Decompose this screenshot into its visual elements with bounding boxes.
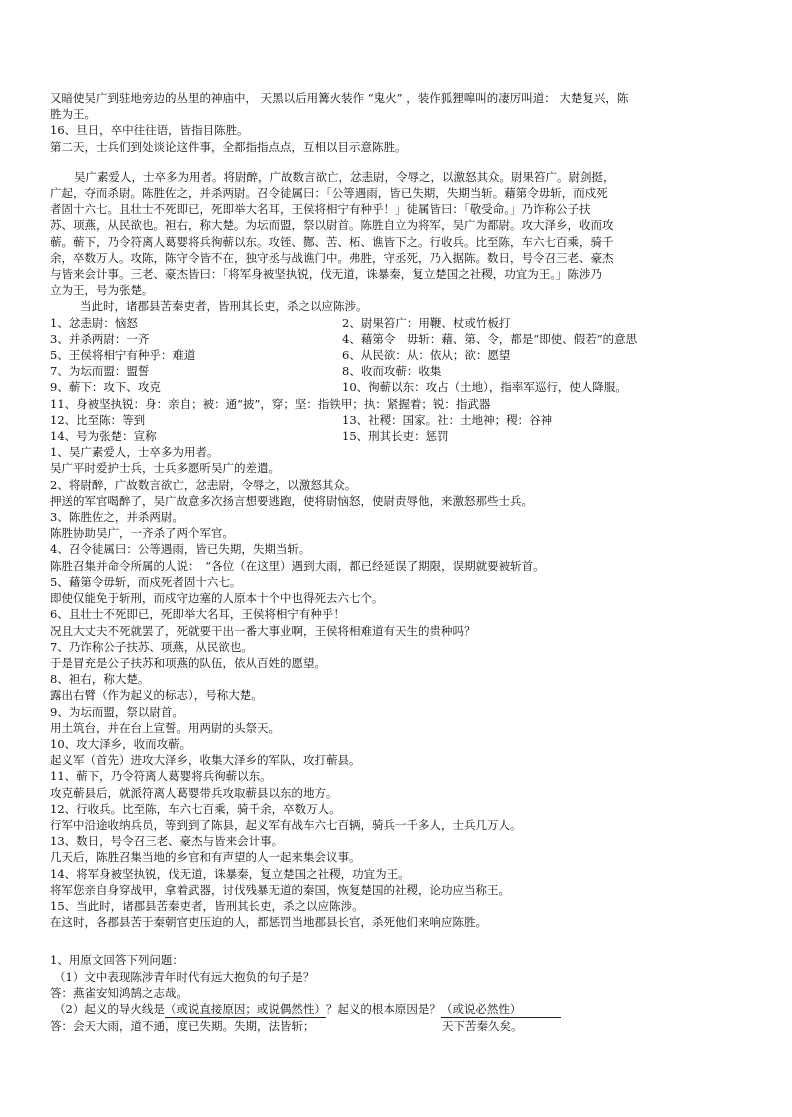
translation-sentence: 吴广平时爱护士兵，士兵多愿听吴广的差遣。 <box>50 461 280 476</box>
passage-end-line: 当此时，诸郡县苦秦吏者，皆刑其长吏，杀之以应陈涉。 <box>80 299 368 314</box>
source-sentence: 1、吴广素爱人，士卒多为用者。 <box>50 445 219 460</box>
translation-sentence: 用土筑台，并在台上宣誓。用两尉的头祭天。 <box>50 720 280 735</box>
passage-section <box>50 169 750 315</box>
answer-2 <box>50 1018 750 1034</box>
passage-line: 吴广素爱人，士卒多为用者。将尉醉，广故数言欲亡，忿恚尉，令辱之，以激怒其众。尉果笞广。尉剑挺， <box>74 169 615 184</box>
source-sentence: 3、陈胜佐之，并杀两尉。 <box>50 510 184 525</box>
intro-line: 16、旦日，卒中往往语，皆指目陈胜。 <box>50 123 249 138</box>
glossary-item: 7、为坛而盟：盟誓 <box>50 364 150 379</box>
passage-line: 立为王，号为张楚。 <box>50 283 154 298</box>
questions-section <box>50 952 750 1034</box>
glossary-item: 9、蕲下：攻下、攻克 <box>50 380 161 395</box>
source-sentence: 11、蕲下，乃令符离人葛婴将兵徇蕲以东。 <box>50 769 272 784</box>
translation-sentence: 起义军（首先）进攻大泽乡，收集大泽乡的军队，攻打蕲县。 <box>50 753 361 768</box>
glossary-row <box>50 379 750 395</box>
translation-section <box>50 444 750 930</box>
question-1: （1）文中表现陈涉青年时代有远大抱负的句子是？ <box>54 969 315 984</box>
source-sentence: 12、行收兵。比至陈，车六七百乘，骑千余，卒数万人。 <box>50 801 341 816</box>
glossary-row <box>50 331 750 347</box>
source-sentence: 15、当此时，诸郡县苦秦吏者，皆刑其长吏，杀之以应陈涉。 <box>50 898 364 913</box>
glossary-item: 13、社稷：国家。社：土地神；稷：谷神 <box>342 412 553 427</box>
glossary-item: 3、并杀两尉：一齐 <box>50 331 150 346</box>
translation-sentence: 攻克蕲县后，就派符离人葛婴带兵攻取蕲县以东的地方。 <box>50 785 338 800</box>
translation-sentence: 几天后，陈胜召集当地的乡官和有声望的人一起来集会议事。 <box>50 850 361 865</box>
glossary-item: 8、收而攻蕲：收集 <box>342 364 442 379</box>
glossary-item: 5、王侯将相宁有种乎：难道 <box>50 348 196 363</box>
translation-sentence: 在这时，各郡县苦于秦朝官吏压迫的人，都惩罚当地郡县长官，杀死他们来响应陈胜。 <box>50 915 487 930</box>
intro-line: 又暗使吴广到驻地旁边的丛里的神庙中， 天黑以后用篝火装作 “鬼火” ，装作狐狸嗥叫的凄厉叫道： 大楚复兴，陈 <box>50 91 629 105</box>
answer-1: 答：燕雀安知鸿鹄之志哉。 <box>50 985 188 1000</box>
question-2 <box>50 1001 750 1018</box>
passage-line: 苏、项燕，从民欲也。袒右，称大楚。为坛而盟，祭以尉首。陈胜自立为将军，吴广为都尉。攻大泽乡，收而攻 <box>50 218 614 233</box>
source-sentence: 7、乃诈称公子扶苏、项燕，从民欲也。 <box>50 639 253 654</box>
intro-line: 胜为王。 <box>50 107 96 122</box>
translation-sentence: 行军中沿途收纳兵员，等到到了陈县，起义军有战车六七百辆，骑兵一千多人，士兵几万人。 <box>50 817 522 832</box>
question-2-mid: ？起义的根本原因是？ <box>325 1001 441 1016</box>
translation-sentence: 即使仅能免于斩刑，而戍守边塞的人原本十个中也得死去六七个。 <box>50 591 384 606</box>
passage-line: 余，卒数万人。攻陈，陈守令皆不在，独守丞与战谯门中。弗胜，守丞死，乃入据陈。数日，号令召三老、豪杰 <box>50 250 614 265</box>
answer-2-right: 天下苦秦久矣。 <box>442 1019 523 1034</box>
glossary-item: 10、徇蕲以东：攻占（土地），指率军巡行，使人降服。 <box>342 380 627 395</box>
glossary-row <box>50 347 750 363</box>
question-2-underline-2: （或说必然性） <box>441 1001 561 1018</box>
intro-line: 第二天，士兵们到处谈论这件事，全都指指点点，互相以目示意陈胜。 <box>50 139 407 154</box>
source-sentence: 14、将军身被坚执锐，伐无道，诛暴秦，复立楚国之社稷，功宜为王。 <box>50 866 410 881</box>
glossary-row <box>50 396 750 412</box>
passage-line: 与皆来会计事。三老、豪杰皆曰：「将军身被坚执锐，伐无道，诛暴秦，复立楚国之社稷，功宜为王。」陈涉乃 <box>50 267 602 282</box>
section-spacer <box>50 930 750 952</box>
intro-section <box>50 90 750 155</box>
glossary-row <box>50 412 750 428</box>
source-sentence: 6、且壮士不死即已，死即举大名耳，王侯将相宁有种乎！ <box>50 607 345 622</box>
glossary-item: 15、刑其长吏：惩罚 <box>342 429 449 444</box>
translation-sentence: 露出右臂（作为起义的标志），号称大楚。 <box>50 688 263 703</box>
translation-sentence: 况且大丈夫不死就罢了，死就要干出一番大事业啊，王侯将相难道有天生的贵种吗？ <box>50 623 476 638</box>
answer-2-left: 答：会天大雨，道不通，度已失期。失期，法皆斩； <box>50 1019 315 1034</box>
glossary-item: 14、号为张楚：宣称 <box>50 429 157 444</box>
translation-sentence: 于是冒充是公子扶苏和项燕的队伍，依从百姓的愿望。 <box>50 655 326 670</box>
question-2-prefix: （2）起义的导火线是 <box>54 1001 165 1016</box>
glossary-section <box>50 315 750 445</box>
glossary-item: 6、从民欲：从：依从；欲：愿望 <box>342 348 511 363</box>
translation-sentence: 将军您亲自身穿战甲，拿着武器，讨伐残暴无道的秦国，恢复楚国的社稷，论功应当称王。 <box>50 882 510 897</box>
glossary-row <box>50 315 750 331</box>
source-sentence: 4、召令徒属曰：公等遇雨，皆已失期，失期当斩。 <box>50 542 311 557</box>
source-sentence: 8、袒右，称大楚。 <box>50 672 150 687</box>
passage-line: 者固十六七。且壮士不死即已，死即举大名耳，王侯将相宁有种乎！」徒属皆曰：「敬受命。」乃诈称公子扶 <box>50 202 591 217</box>
glossary-row <box>50 428 750 444</box>
source-sentence: 9、为坛而盟，祭以尉首。 <box>50 704 184 719</box>
source-sentence: 5、藉第令毋斩，而戍死者固十六七。 <box>50 574 242 589</box>
source-sentence: 2、将尉醉，广故数言欲亡，忿恚尉，令辱之，以激怒其众。 <box>50 477 357 492</box>
document-page <box>50 90 750 1034</box>
glossary-item: 11、身被坚执锐：身：亲自；被：通“披”，穿；坚：指铁甲；执：紧握着；锐：指武器 <box>50 396 491 411</box>
question-2-underline-1: （或说直接原因；或说偶然性） <box>165 1001 326 1018</box>
glossary-row <box>50 363 750 379</box>
source-sentence: 13、数日，号令召三老、豪杰与皆来会计事。 <box>50 834 284 849</box>
passage-line: 蕲。蕲下，乃令符离人葛婴将兵徇蕲以东。攻铚、酂、苦、柘、谯皆下之。行收兵。比至陈，车六七百乘，骑千 <box>50 234 614 249</box>
translation-sentence: 押送的军官喝醉了，吴广故意多次扬言想要逃跑，使将尉恼怒，使尉责辱他，来激怒那些士兵。 <box>50 493 533 508</box>
glossary-item: 1、忿恚尉：恼怒 <box>50 315 138 330</box>
glossary-item: 4、藉第令 毋斩：藉、第、令，都是“即使、假若”的意思 <box>342 331 638 346</box>
passage-line: 广起，夺而杀尉。陈胜佐之，并杀两尉。召令徒属曰：「公等遇雨，皆已失期，失期当斩。藉第令毋斩，而戍死 <box>50 186 608 201</box>
source-sentence: 10、攻大泽乡，收而攻蕲。 <box>50 736 192 751</box>
questions-heading: 1、用原文回答下列问题： <box>50 953 184 968</box>
translation-sentence: 陈胜召集并命令所属的人说： “各位（在这里）遇到大雨，都已经延误了期限，误期就要被斩首。 <box>50 558 545 573</box>
glossary-item: 2、尉果笞广：用鞭、杖或竹板打 <box>342 315 511 330</box>
glossary-item: 12、比至陈：等到 <box>50 412 146 427</box>
translation-sentence: 陈胜协助吴广，一齐杀了两个军官。 <box>50 526 234 541</box>
